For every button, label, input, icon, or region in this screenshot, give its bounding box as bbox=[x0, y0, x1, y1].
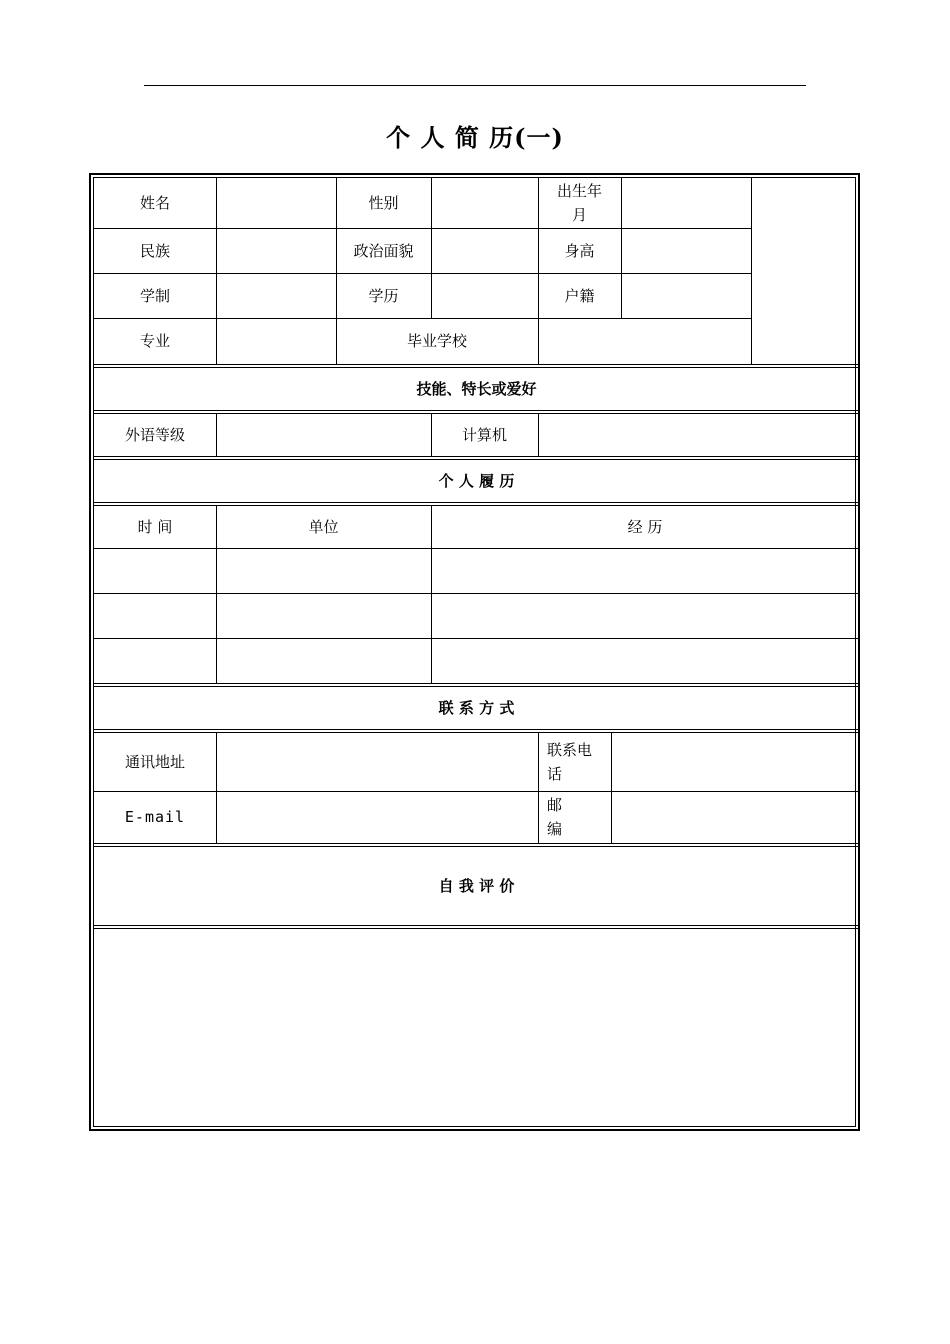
grid-line bbox=[751, 178, 752, 364]
school-label: 毕业学校 bbox=[406, 332, 467, 350]
self-eval-heading: 自 我 评 价 bbox=[438, 876, 515, 895]
history-col-unit: 单位 bbox=[308, 517, 339, 536]
hukou-label: 户籍 bbox=[564, 286, 595, 305]
major-label: 专业 bbox=[139, 332, 170, 350]
computer-field[interactable] bbox=[538, 413, 859, 456]
section-divider bbox=[94, 729, 859, 733]
grid-line bbox=[336, 178, 337, 364]
grid-line bbox=[431, 178, 432, 318]
email-field[interactable] bbox=[216, 791, 538, 843]
computer-label: 计算机 bbox=[461, 425, 507, 444]
self-eval-field[interactable] bbox=[94, 928, 859, 1126]
grid-line bbox=[431, 505, 432, 683]
grid-line bbox=[611, 732, 612, 843]
school-field[interactable] bbox=[538, 318, 751, 364]
grid-line bbox=[538, 178, 539, 364]
gender-label: 性别 bbox=[368, 194, 399, 212]
birth-field[interactable] bbox=[621, 178, 751, 228]
address-field[interactable] bbox=[216, 732, 538, 791]
major-field[interactable] bbox=[216, 318, 336, 364]
grid-line bbox=[94, 273, 751, 274]
grid-line bbox=[216, 178, 217, 364]
schooling-field[interactable] bbox=[216, 273, 336, 318]
birth-label: 出生年 月 bbox=[556, 182, 602, 224]
history-unit-cell[interactable] bbox=[216, 638, 431, 683]
history-time-cell[interactable] bbox=[94, 548, 216, 593]
history-experience-cell[interactable] bbox=[431, 548, 859, 593]
history-col-experience: 经 历 bbox=[627, 517, 663, 536]
email-label: E-mail bbox=[124, 808, 186, 826]
contact-heading: 联 系 方 式 bbox=[438, 698, 515, 717]
grid-line bbox=[94, 593, 859, 594]
postcode-label: 邮 编 bbox=[547, 796, 563, 838]
grid-line bbox=[94, 318, 751, 319]
section-divider bbox=[94, 925, 859, 929]
history-unit-cell[interactable] bbox=[216, 593, 431, 638]
education-field[interactable] bbox=[431, 273, 538, 318]
height-label: 身高 bbox=[564, 241, 595, 260]
history-experience-cell[interactable] bbox=[431, 638, 859, 683]
skills-heading: 技能、特长或爱好 bbox=[416, 379, 537, 398]
postcode-field[interactable] bbox=[611, 791, 859, 843]
ethnicity-field[interactable] bbox=[216, 228, 336, 273]
education-label: 学历 bbox=[368, 286, 399, 305]
history-col-time: 时 间 bbox=[137, 517, 173, 536]
section-divider bbox=[94, 456, 859, 460]
hukou-field[interactable] bbox=[621, 273, 751, 318]
history-time-cell[interactable] bbox=[94, 638, 216, 683]
resume-form bbox=[89, 173, 860, 1131]
grid-line bbox=[621, 178, 622, 318]
grid-line bbox=[216, 505, 217, 683]
political-field[interactable] bbox=[431, 228, 538, 273]
height-field[interactable] bbox=[621, 228, 751, 273]
grid-line bbox=[216, 413, 217, 456]
top-rule bbox=[144, 85, 806, 86]
grid-line bbox=[216, 732, 217, 843]
section-divider bbox=[94, 364, 859, 368]
schooling-label: 学制 bbox=[139, 286, 170, 305]
ethnicity-label: 民族 bbox=[139, 241, 170, 260]
section-divider bbox=[94, 843, 859, 847]
gender-field[interactable] bbox=[431, 178, 538, 228]
history-heading: 个 人 履 历 bbox=[438, 471, 515, 490]
phone-label: 联系电 话 bbox=[547, 740, 593, 783]
photo-box[interactable] bbox=[751, 178, 859, 364]
history-time-cell[interactable] bbox=[94, 593, 216, 638]
resume-form-inner-border bbox=[93, 177, 856, 1127]
grid-line bbox=[538, 413, 539, 456]
section-divider bbox=[94, 410, 859, 414]
language-field[interactable] bbox=[216, 413, 431, 456]
section-divider bbox=[94, 683, 859, 687]
grid-line bbox=[94, 791, 859, 792]
page-title: 个 人 简 历(一) bbox=[386, 123, 564, 152]
grid-line bbox=[538, 732, 539, 843]
phone-field[interactable] bbox=[611, 732, 859, 791]
name-label: 姓名 bbox=[139, 194, 170, 212]
history-unit-cell[interactable] bbox=[216, 548, 431, 593]
grid-line bbox=[94, 638, 859, 639]
language-label: 外语等级 bbox=[124, 425, 185, 444]
section-divider bbox=[94, 502, 859, 506]
address-label: 通讯地址 bbox=[124, 752, 185, 771]
political-label: 政治面貌 bbox=[353, 241, 414, 260]
history-experience-cell[interactable] bbox=[431, 593, 859, 638]
grid-line bbox=[431, 413, 432, 456]
name-field[interactable] bbox=[216, 178, 336, 228]
grid-line bbox=[94, 228, 751, 229]
grid-line bbox=[94, 548, 859, 549]
